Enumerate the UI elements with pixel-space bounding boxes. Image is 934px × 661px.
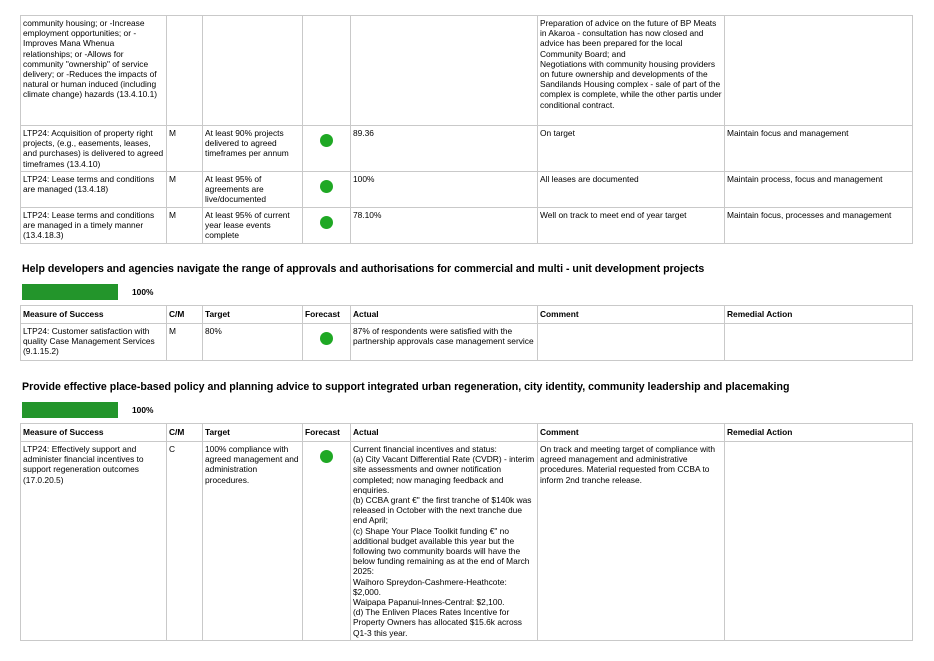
table-row <box>21 172 913 208</box>
approvals-measures-table <box>20 305 913 361</box>
actual-cell: 87% of respondents were satisfied with the partnership approvals case management service <box>351 324 538 361</box>
cm-cell: C <box>167 442 203 641</box>
measure-cell: LTP24: Effectively support and administer financial incentives to support regeneration outcomes (17.0.20.5) <box>21 442 167 641</box>
actual-cell: Current financial incentives and status: (a) City Vacant Differential Rate (CVDR) - interim site assessments and owner notification completed; now managing feedback and enquiries. (b) CCBA grant €" the first tranche of $140k was released in October with the next tranche due end April; (c) Shape Your Place Toolkit funding €" no additional budget available this year but the following two community boards will have the below funding remaining as at the end of March 2025: Waihoro Spreydon-Cashmere-Heathcote: $2,000. Waipapa Papanui-Innes-Central: $2,100. (d) The Enliven Places Rates Incentive for Property Owners has allocated $15.6k across Q1-3 this year. <box>351 442 538 641</box>
progress-percent: 100% <box>132 286 154 297</box>
header-remedial: Remedial Action <box>725 424 913 442</box>
comment-cell <box>538 324 725 361</box>
forecast-on-track-icon <box>320 450 333 463</box>
header-actual: Actual <box>351 306 538 324</box>
header-cm: C/M <box>167 306 203 324</box>
header-forecast: Forecast <box>303 306 351 324</box>
header-cm: C/M <box>167 424 203 442</box>
progress-percent: 100% <box>132 404 154 415</box>
target-cell: At least 95% of current year lease events complete <box>203 208 303 244</box>
comment-cell: On target <box>538 126 725 172</box>
comment-cell: All leases are documented <box>538 172 725 208</box>
comment-cell: Preparation of advice on the future of BP Meats in Akaroa - consultation has now closed and advice has been prepared for the local Community Board; and Negotiations with community housing providers on future ownership and developments of the Sandilands Housing complex - sale of part of the complex is complete, while the other partis under conditional contract. <box>538 16 725 126</box>
table-row <box>21 126 913 172</box>
progress-indicator <box>22 401 153 418</box>
actual-cell: 100% <box>351 172 538 208</box>
table-row <box>21 324 913 361</box>
target-cell: 80% <box>203 324 303 361</box>
measure-cell: LTP24: Customer satisfaction with quality Case Management Services (9.1.15.2) <box>21 324 167 361</box>
forecast-on-track-icon <box>320 332 333 345</box>
progress-bar <box>22 402 118 418</box>
measure-cell: LTP24: Lease terms and conditions are managed in a timely manner (13.4.18.3) <box>21 208 167 244</box>
measure-cell: LTP24: Acquisition of property right projects, (e.g., easements, leases, and purchases) is delivered to agreed timeframes (13.4.10) <box>21 126 167 172</box>
remedial-cell <box>725 16 913 126</box>
target-cell: 100% compliance with agreed management and administration procedures. <box>203 442 303 641</box>
header-actual: Actual <box>351 424 538 442</box>
cm-cell: M <box>167 324 203 361</box>
actual-cell: 89.36 <box>351 126 538 172</box>
remedial-cell: Maintain focus, processes and management <box>725 208 913 244</box>
remedial-cell <box>725 442 913 641</box>
remedial-cell: Maintain process, focus and management <box>725 172 913 208</box>
table-row <box>21 442 913 641</box>
table-row <box>21 16 913 126</box>
actual-cell <box>351 16 538 126</box>
actual-cell: 78.10% <box>351 208 538 244</box>
progress-bar <box>22 284 118 300</box>
forecast-on-track-icon <box>320 134 333 147</box>
progress-indicator <box>22 283 153 300</box>
section-heading: Provide effective place-based policy and planning advice to support integrated urban regeneration, city identity, community leadership and placemaking <box>22 381 790 393</box>
cm-cell: M <box>167 208 203 244</box>
target-cell: At least 90% projects delivered to agreed timeframes per annum <box>203 126 303 172</box>
cm-cell: M <box>167 126 203 172</box>
forecast-cell <box>303 324 351 361</box>
forecast-cell <box>303 126 351 172</box>
remedial-cell: Maintain focus and management <box>725 126 913 172</box>
target-cell <box>203 16 303 126</box>
forecast-on-track-icon <box>320 180 333 193</box>
header-comment: Comment <box>538 306 725 324</box>
forecast-cell <box>303 208 351 244</box>
comment-cell: Well on track to meet end of year target <box>538 208 725 244</box>
header-row <box>21 424 913 442</box>
cm-cell <box>167 16 203 126</box>
header-comment: Comment <box>538 424 725 442</box>
regeneration-measures-table <box>20 423 913 641</box>
property-measures-table <box>20 15 913 244</box>
section-heading: Help developers and agencies navigate the range of approvals and authorisations for commercial and multi - unit development projects <box>22 263 705 275</box>
header-remedial: Remedial Action <box>725 306 913 324</box>
forecast-cell <box>303 172 351 208</box>
header-target: Target <box>203 424 303 442</box>
cm-cell: M <box>167 172 203 208</box>
target-cell: At least 95% of agreements are live/documented <box>203 172 303 208</box>
measure-cell: LTP24: Lease terms and conditions are managed (13.4.18) <box>21 172 167 208</box>
table-row <box>21 208 913 244</box>
header-forecast: Forecast <box>303 424 351 442</box>
remedial-cell <box>725 324 913 361</box>
comment-cell: On track and meeting target of compliance with agreed management and administrative procedures. Material requested from CCBA to inform 2nd tranche release. <box>538 442 725 641</box>
header-measure: Measure of Success <box>21 424 167 442</box>
header-measure: Measure of Success <box>21 306 167 324</box>
forecast-cell <box>303 16 351 126</box>
forecast-on-track-icon <box>320 216 333 229</box>
forecast-cell <box>303 442 351 641</box>
measure-cell: community housing; or -Increase employment opportunities; or -Improves Mana Whenua relationships; or -Allows for community "ownership" of service delivery; or -Reduces the impacts of natural or human induced (including climate change) hazards (13.4.10.1) <box>21 16 167 126</box>
header-target: Target <box>203 306 303 324</box>
header-row <box>21 306 913 324</box>
